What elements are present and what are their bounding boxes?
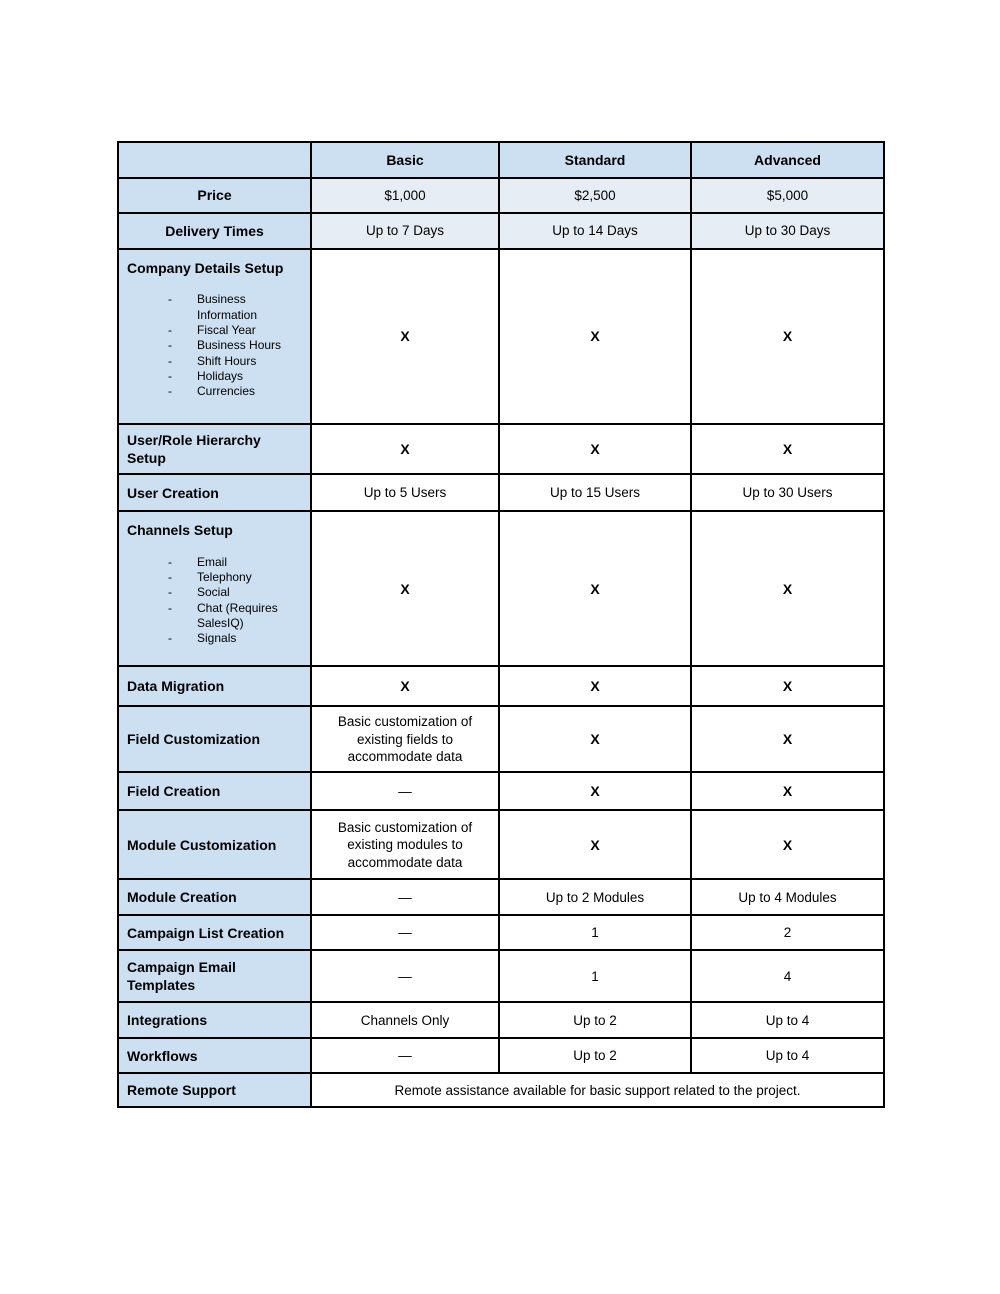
- row-label-module-customization: [118, 810, 311, 879]
- row-label-text: Module Creation: [127, 889, 237, 906]
- cell-basic-user-creation: Up to 5 Users: [311, 474, 499, 511]
- cell-standard-workflows: Up to 2: [499, 1038, 691, 1073]
- row-label-module-creation: [118, 879, 311, 915]
- cell-basic-workflows: —: [311, 1038, 499, 1073]
- cell-standard-campaign-email-templates: 1: [499, 950, 691, 1002]
- row-label-text: Field Creation: [127, 783, 221, 800]
- cell-basic-company-details-setup: X: [311, 249, 499, 424]
- row-label-text: Integrations: [127, 1012, 208, 1029]
- cell-advanced-price: $5,000: [691, 178, 884, 213]
- cell-advanced-module-creation: Up to 4 Modules: [691, 879, 884, 915]
- sublist-item: - Business Hours: [168, 338, 302, 353]
- row-data-migration: [118, 666, 884, 706]
- cell-span-all-plans: Remote assistance available for basic support related to the project.: [311, 1073, 884, 1107]
- cell-basic-price: $1,000: [311, 178, 499, 213]
- row-label-user-creation: [118, 474, 311, 511]
- row-module-customization: [118, 810, 884, 879]
- row-label-text: Channels Setup: [127, 522, 233, 539]
- cell-advanced-integrations: Up to 4: [691, 1002, 884, 1038]
- row-integrations: [118, 1002, 884, 1038]
- cell-advanced-user-role-hierarchy-setup: X: [691, 424, 884, 474]
- row-label-text: Price: [197, 187, 232, 204]
- feature-sublist: [127, 292, 302, 400]
- row-label-remote-support: [118, 1073, 311, 1107]
- row-label-text: Module Customization: [127, 836, 277, 853]
- row-user-role-hierarchy-setup: [118, 424, 884, 474]
- row-label-text: Field Customization: [127, 731, 260, 748]
- cell-basic-campaign-email-templates: —: [311, 950, 499, 1002]
- row-field-creation: [118, 772, 884, 810]
- cell-standard-company-details-setup: X: [499, 249, 691, 424]
- row-label-text: Campaign Email Templates: [127, 959, 236, 994]
- row-channels-setup: [118, 511, 884, 666]
- cell-basic-module-customization: Basic customization of existing modules to accommodate data: [311, 810, 499, 879]
- cell-basic-user-role-hierarchy-setup: X: [311, 424, 499, 474]
- cell-advanced-company-details-setup: X: [691, 249, 884, 424]
- header-row: [118, 142, 884, 178]
- cell-advanced-campaign-email-templates: 4: [691, 950, 884, 1002]
- row-remote-support: [118, 1073, 884, 1107]
- row-label-workflows: [118, 1038, 311, 1073]
- row-label-text: User/Role Hierarchy Setup: [127, 432, 261, 467]
- row-label-channels-setup: [118, 511, 311, 666]
- row-module-creation: [118, 879, 884, 915]
- cell-standard-user-role-hierarchy-setup: X: [499, 424, 691, 474]
- row-label-company-details-setup: [118, 249, 311, 424]
- cell-basic-channels-setup: X: [311, 511, 499, 666]
- cell-advanced-workflows: Up to 4: [691, 1038, 884, 1073]
- cell-standard-module-customization: X: [499, 810, 691, 879]
- pricing-table-body: [118, 178, 884, 1107]
- sublist-item: - Shift Hours: [168, 354, 302, 369]
- row-label-user-role-hierarchy-setup: [118, 424, 311, 474]
- row-label-text: User Creation: [127, 484, 219, 501]
- sublist-item: - Business Information: [168, 292, 302, 323]
- cell-standard-integrations: Up to 2: [499, 1002, 691, 1038]
- header-basic: Basic: [311, 142, 499, 178]
- row-label-delivery-times: [118, 213, 311, 249]
- row-label-text: Company Details Setup: [127, 260, 284, 276]
- sublist-item: - Telephony: [168, 570, 302, 585]
- sublist-item: - Email: [168, 555, 302, 570]
- row-label-text: Campaign List Creation: [127, 924, 285, 941]
- row-campaign-email-templates: [118, 950, 884, 1002]
- cell-advanced-field-creation: X: [691, 772, 884, 810]
- sublist-item: - Currencies: [168, 384, 302, 399]
- row-price: [118, 178, 884, 213]
- sublist-item: - Signals: [168, 631, 302, 646]
- cell-basic-module-creation: —: [311, 879, 499, 915]
- row-label-price: [118, 178, 311, 213]
- header-blank-cell: [118, 142, 311, 178]
- cell-basic-field-creation: —: [311, 772, 499, 810]
- cell-advanced-data-migration: X: [691, 666, 884, 706]
- row-label-campaign-email-templates: [118, 950, 311, 1002]
- cell-advanced-channels-setup: X: [691, 511, 884, 666]
- cell-advanced-user-creation: Up to 30 Users: [691, 474, 884, 511]
- cell-standard-field-customization: X: [499, 706, 691, 772]
- cell-standard-delivery-times: Up to 14 Days: [499, 213, 691, 249]
- row-delivery-times: [118, 213, 884, 249]
- cell-standard-channels-setup: X: [499, 511, 691, 666]
- row-label-field-customization: [118, 706, 311, 772]
- row-label-text: Remote Support: [127, 1082, 236, 1099]
- cell-advanced-module-customization: X: [691, 810, 884, 879]
- row-label-integrations: [118, 1002, 311, 1038]
- header-advanced: Advanced: [691, 142, 884, 178]
- row-workflows: [118, 1038, 884, 1073]
- cell-advanced-campaign-list-creation: 2: [691, 915, 884, 950]
- sublist-item: - Fiscal Year: [168, 323, 302, 338]
- sublist-item: - Social: [168, 585, 302, 600]
- row-field-customization: [118, 706, 884, 772]
- cell-basic-delivery-times: Up to 7 Days: [311, 213, 499, 249]
- row-company-details-setup: [118, 249, 884, 424]
- sublist-item: - Chat (Requires SalesIQ): [168, 601, 302, 632]
- feature-sublist: [127, 555, 302, 647]
- row-label-campaign-list-creation: [118, 915, 311, 950]
- pricing-comparison-table: [117, 141, 885, 1108]
- cell-standard-field-creation: X: [499, 772, 691, 810]
- row-label-field-creation: [118, 772, 311, 810]
- sublist-item: - Holidays: [168, 369, 302, 384]
- row-label-data-migration: [118, 666, 311, 706]
- row-label-text: Workflows: [127, 1047, 198, 1064]
- cell-basic-field-customization: Basic customization of existing fields to accommodate data: [311, 706, 499, 772]
- cell-standard-user-creation: Up to 15 Users: [499, 474, 691, 511]
- row-label-text: Data Migration: [127, 678, 225, 695]
- row-user-creation: [118, 474, 884, 511]
- cell-basic-integrations: Channels Only: [311, 1002, 499, 1038]
- row-campaign-list-creation: [118, 915, 884, 950]
- cell-advanced-field-customization: X: [691, 706, 884, 772]
- cell-standard-module-creation: Up to 2 Modules: [499, 879, 691, 915]
- cell-standard-price: $2,500: [499, 178, 691, 213]
- cell-advanced-delivery-times: Up to 30 Days: [691, 213, 884, 249]
- row-label-text: Delivery Times: [165, 222, 264, 239]
- cell-basic-campaign-list-creation: —: [311, 915, 499, 950]
- cell-standard-campaign-list-creation: 1: [499, 915, 691, 950]
- cell-standard-data-migration: X: [499, 666, 691, 706]
- cell-basic-data-migration: X: [311, 666, 499, 706]
- header-standard: Standard: [499, 142, 691, 178]
